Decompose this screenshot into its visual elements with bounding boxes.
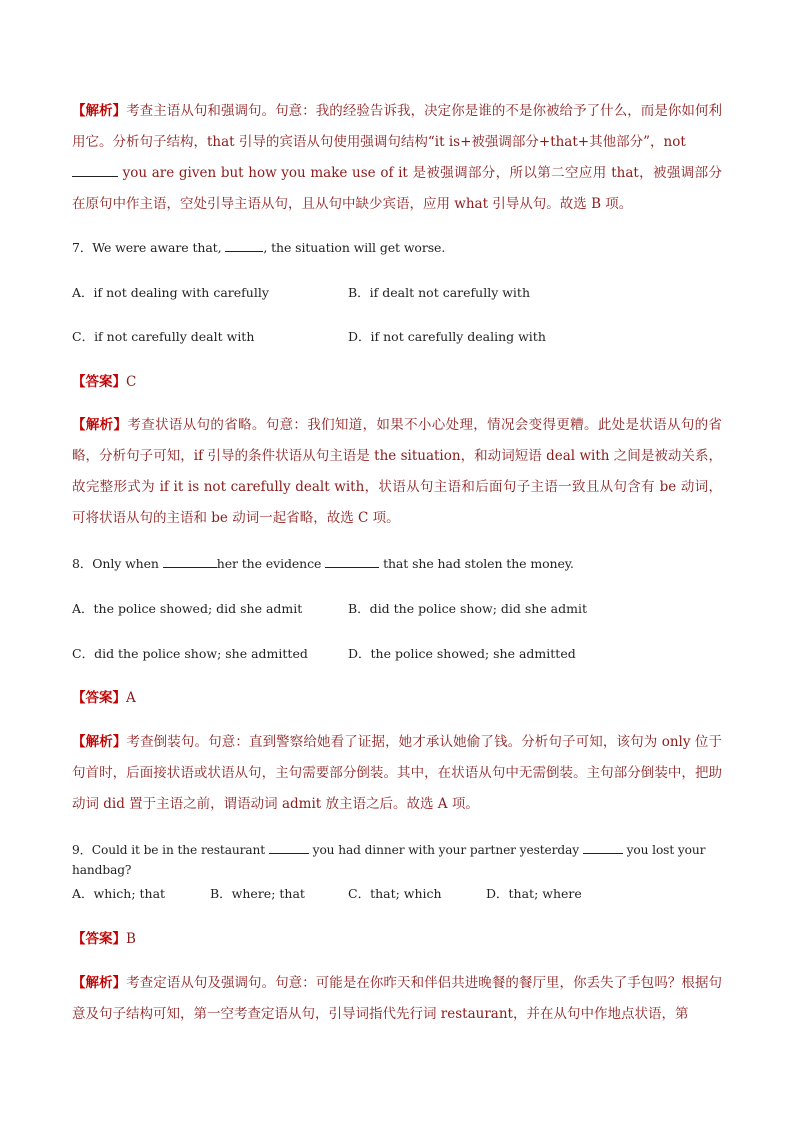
analysis-label: 【解析】 xyxy=(72,417,128,433)
answer-blank xyxy=(72,164,118,177)
q9-analysis xyxy=(72,968,722,1030)
answer-blank xyxy=(269,841,309,854)
q9-option-c: C．that; which xyxy=(348,886,442,901)
q9-option-d: D．that; where xyxy=(486,886,582,901)
q8-stem-1: 8．Only when xyxy=(72,556,159,571)
q8-option-d: D．the police showed; she admitted xyxy=(348,646,576,661)
answer-blank xyxy=(163,555,217,568)
q7-analysis xyxy=(72,410,722,534)
q7-answer xyxy=(72,372,722,392)
q8-analysis-text: 考查倒装句。句意：直到警察给她看了证据，她才承认她偷了钱。分析句子可知，该句为 only 位于句首时，后面接状语或状语从句，主句需要部分倒装。其中，在状语从句中无需倒装。主句部分倒装中，把助动词 did 置于主语之前，谓语动词 admit 放主语之后。故选 A 项。 xyxy=(72,734,722,812)
q6-analysis-text-2: you are given but how you make use of it 是被强调部分，所以第二空应用 that，被强调部分在原句中作主语，空处引导主语从句，且从句中缺少宾语，应用 what 引导从句。故选 B 项。 xyxy=(72,165,722,212)
q9-answer xyxy=(72,929,722,949)
q9-stem-1: 9．Could it be in the restaurant xyxy=(72,843,266,857)
q6-analysis-text-1: 考查主语从句和强调句。句意：我的经验告诉我，决定你是谁的不是你被给予了什么，而是你如何利用它。分析句子结构，that 引导的宾语从句使用强调句结构“it is+被强调部分+that+其他部分”，not xyxy=(72,103,723,150)
answer-blank xyxy=(325,555,379,568)
answer-label: 【答案】 xyxy=(72,690,126,706)
q9-option-b: B．where; that xyxy=(210,886,305,901)
q8-stem-2: her the evidence xyxy=(216,556,322,571)
q7-option-c: C．if not carefully dealt with xyxy=(72,329,255,344)
q9-answer-value: B xyxy=(126,931,136,947)
q8-stem-3: that she had stolen the money. xyxy=(383,556,574,571)
q9-stem-3: you lost your handbag? xyxy=(72,843,706,877)
q9-analysis-text: 考查定语从句及强调句。句意：可能是在你昨天和伴侣共进晚餐的餐厅里，你丢失了手包吗？根据句意及句子结构可知，第一空考查定语从句，引导词指代先行词 restaurant，并在从句中作地点状语，第 xyxy=(72,975,723,1022)
q7-analysis-text: 考查状语从句的省略。句意：我们知道，如果不小心处理，情况会变得更糟。此处是状语从句的省略，分析句子可知，if 引导的条件状语从句主语是 the situation，和动词短语 deal with 之间是被动关系，故完整形式为 if it is not carefully dealt with，状语从句主语和后面句子主语一致且从句含有 be 动词，可将状语从句的主语和 be 动词一起省略，故选 C 项。 xyxy=(72,417,723,526)
q8-option-c: C．did the police show; she admitted xyxy=(72,646,308,661)
q6-analysis xyxy=(72,96,722,220)
q8-option-b: B．did the police show; did she admit xyxy=(348,601,588,616)
analysis-label: 【解析】 xyxy=(72,103,127,119)
answer-label: 【答案】 xyxy=(72,374,126,390)
q9-stem-2: you had dinner with your partner yesterday xyxy=(312,843,580,857)
q8-answer xyxy=(72,688,722,708)
q7-option-b: B．if dealt not carefully with xyxy=(348,285,531,300)
q8-answer-value: A xyxy=(126,690,136,706)
answer-label: 【答案】 xyxy=(72,931,126,947)
q7-option-d: D．if not carefully dealing with xyxy=(348,329,546,344)
analysis-label: 【解析】 xyxy=(72,975,127,991)
q7-stem xyxy=(72,238,722,258)
q7-answer-value: C xyxy=(126,374,137,390)
q7-option-a: A．if not dealing with carefully xyxy=(72,285,269,300)
q7-stem-before: 7．We were aware that, xyxy=(72,240,222,255)
q9-stem xyxy=(72,840,732,880)
answer-blank xyxy=(583,841,623,854)
q9-option-a: A．which; that xyxy=(72,886,166,901)
answer-blank xyxy=(225,239,263,252)
q7-stem-after: , the situation will get worse. xyxy=(263,240,446,255)
q8-analysis xyxy=(72,727,722,820)
q8-stem xyxy=(72,554,722,574)
q8-option-a: A．the police showed; did she admit xyxy=(72,601,303,616)
analysis-label: 【解析】 xyxy=(72,734,127,750)
